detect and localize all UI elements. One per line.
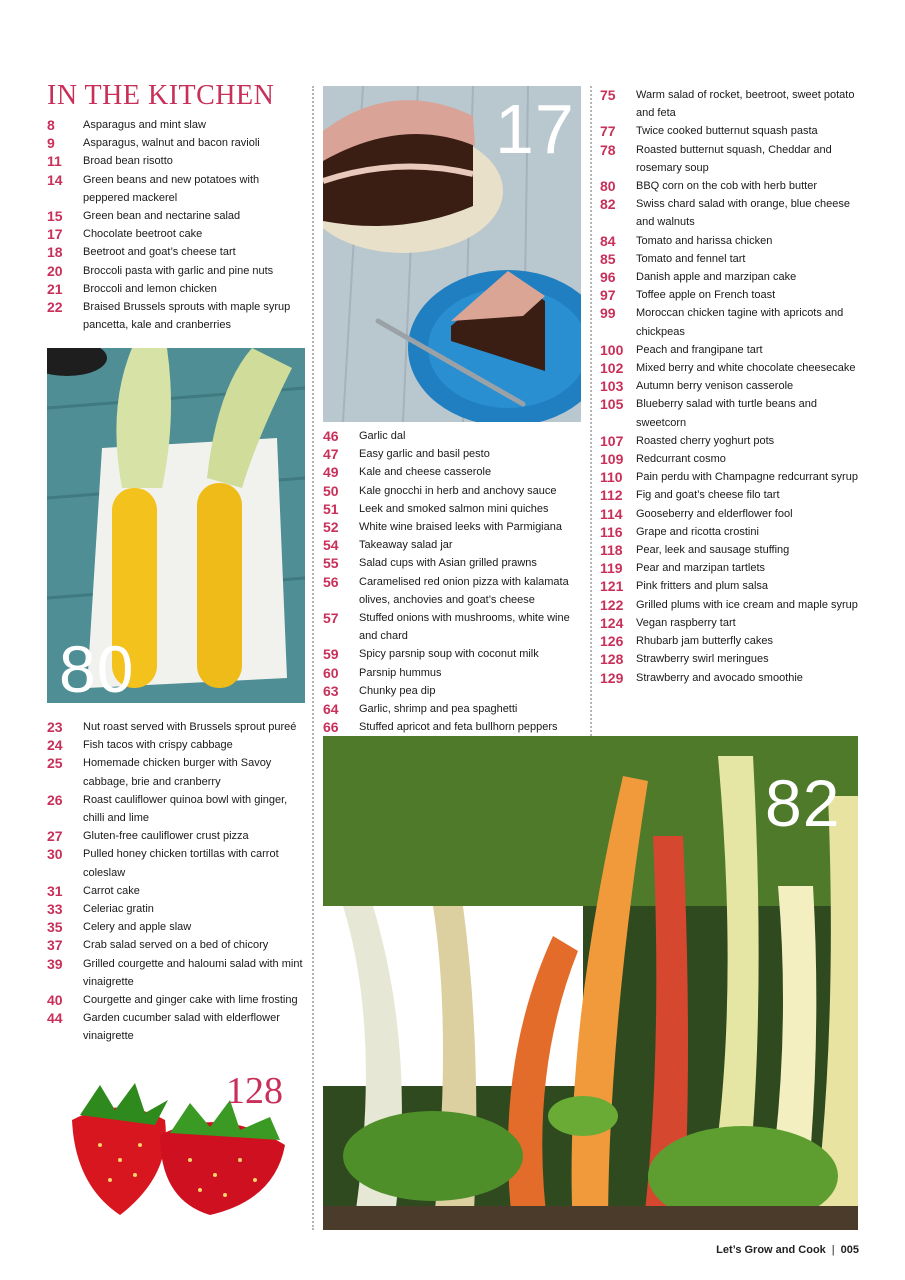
recipe-page-number: 44 — [47, 1010, 63, 1027]
recipe-title: Grape and ricotta crostini — [636, 525, 759, 538]
recipe-entry — [600, 250, 862, 268]
recipe-entry — [47, 991, 303, 1009]
recipe-page-number: 52 — [323, 519, 339, 536]
recipe-title: Green bean and nectarine salad — [83, 210, 241, 223]
recipe-title: Asparagus, walnut and bacon ravioli — [83, 137, 260, 150]
recipe-entry — [47, 736, 303, 754]
recipe-page-number: 57 — [323, 610, 339, 627]
recipe-page-number: 119 — [600, 560, 623, 577]
recipe-page-number: 31 — [47, 882, 63, 899]
recipe-page-number: 126 — [600, 633, 624, 650]
recipe-page-number: 50 — [323, 482, 339, 499]
recipe-title: Celeriac gratin — [83, 903, 154, 916]
recipe-entry — [600, 377, 862, 395]
recipe-title: Garlic, shrimp and pea spaghetti — [359, 703, 518, 716]
recipe-page-number: 40 — [47, 992, 63, 1009]
recipe-page-number: 129 — [600, 669, 624, 686]
recipe-entry — [323, 482, 579, 500]
recipe-title: Nut roast served with Brussels sprout pureé — [83, 721, 297, 733]
recipe-page-number: 124 — [600, 614, 624, 631]
recipe-title: Strawberry and avocado smoothie — [636, 671, 803, 684]
recipe-title: Fish tacos with crispy cabbage — [83, 739, 233, 752]
recipe-entry — [47, 298, 299, 334]
recipe-title: Pear, leek and sausage stuffing — [636, 544, 790, 557]
recipe-title: Broccoli and lemon chicken — [83, 282, 217, 295]
recipe-title: Grilled courgette and haloumi salad with mint vinaigrette — [83, 957, 303, 988]
recipe-entry — [323, 664, 579, 682]
recipe-page-number: 99 — [600, 305, 616, 322]
recipe-entry — [323, 645, 579, 663]
corn-photo — [47, 348, 305, 703]
recipe-page-number: 35 — [47, 919, 63, 936]
recipe-entry — [600, 232, 862, 250]
recipe-page-number: 110 — [600, 469, 623, 486]
recipe-entry — [323, 536, 579, 554]
recipe-page-number: 85 — [600, 250, 616, 267]
section-title: IN THE KITCHEN — [47, 80, 275, 111]
recipe-entry — [600, 541, 862, 559]
recipe-title: Broccoli pasta with garlic and pine nuts — [83, 264, 274, 277]
recipe-title: Broad bean risotto — [83, 155, 173, 168]
footer-page-number: 005 — [840, 1244, 859, 1256]
recipe-page-number: 25 — [47, 755, 63, 772]
recipe-page-number: 17 — [47, 226, 63, 243]
recipe-page-number: 66 — [323, 719, 339, 736]
recipe-entry — [47, 936, 303, 954]
cake-photo — [323, 86, 581, 422]
recipe-page-number: 14 — [47, 171, 63, 188]
recipe-page-number: 103 — [600, 378, 624, 395]
recipe-list-col1-bottom — [47, 718, 303, 1046]
recipe-entry — [47, 116, 299, 134]
recipe-page-number: 63 — [323, 682, 339, 699]
recipe-entry — [323, 554, 579, 572]
recipe-entry — [600, 86, 862, 122]
recipe-title: Carrot cake — [83, 884, 140, 897]
recipe-entry — [600, 559, 862, 577]
recipe-page-number: 20 — [47, 262, 63, 279]
recipe-page-number: 26 — [47, 791, 63, 808]
recipe-page-number: 114 — [600, 505, 623, 522]
recipe-entry — [600, 632, 862, 650]
recipe-entry — [600, 450, 862, 468]
recipe-entry — [47, 882, 303, 900]
recipe-title: Garden cucumber salad with elderflower vinaigrette — [83, 1012, 280, 1043]
recipe-page-number: 116 — [600, 523, 623, 540]
recipe-entry — [47, 243, 299, 261]
recipe-page-number: 102 — [600, 360, 624, 377]
recipe-entry — [600, 596, 862, 614]
recipe-title: Green beans and new potatoes with peppered mackerel — [83, 173, 260, 204]
recipe-title: Grilled plums with ice cream and maple syrup — [636, 598, 858, 611]
recipe-entry — [323, 463, 579, 481]
page-footer — [716, 1244, 859, 1256]
recipe-page-number: 27 — [47, 828, 63, 845]
strawberry-page-number: 128 — [226, 1070, 283, 1112]
chard-photo — [323, 736, 858, 1230]
recipe-title: Braised Brussels sprouts with maple syrup pancetta, kale and cranberries — [83, 301, 291, 332]
recipe-page-number: 122 — [600, 596, 624, 613]
recipe-title: Leek and smoked salmon mini quiches — [359, 502, 549, 515]
recipe-page-number: 121 — [600, 578, 624, 595]
recipe-page-number: 55 — [323, 555, 339, 572]
recipe-page-number: 47 — [323, 446, 339, 463]
recipe-entry — [323, 518, 579, 536]
footer-publication: Let’s Grow and Cook — [716, 1244, 826, 1256]
recipe-page-number: 33 — [47, 901, 63, 918]
recipe-page-number: 109 — [600, 451, 624, 468]
recipe-entry — [600, 669, 862, 687]
recipe-entry — [47, 918, 303, 936]
recipe-title: Danish apple and marzipan cake — [636, 271, 797, 284]
recipe-page-number: 59 — [323, 646, 339, 663]
recipe-title: Moroccan chicken tagine with apricots and chickpeas — [636, 307, 844, 338]
footer-separator: | — [831, 1244, 835, 1256]
recipe-entry — [600, 286, 862, 304]
recipe-page-number: 96 — [600, 269, 616, 286]
recipe-page-number: 56 — [323, 573, 339, 590]
recipe-page-number: 82 — [600, 196, 616, 213]
recipe-title: Mixed berry and white chocolate cheesecake — [636, 362, 856, 375]
recipe-page-number: 75 — [600, 87, 616, 103]
recipe-page-number: 84 — [600, 232, 616, 249]
recipe-title: Takeaway salad jar — [359, 539, 453, 552]
recipe-entry — [600, 577, 862, 595]
recipe-title: Stuffed onions with mushrooms, white wine and chard — [359, 612, 570, 643]
recipe-title: Crab salad served on a bed of chicory — [83, 939, 269, 952]
recipe-title: Chunky pea dip — [359, 684, 436, 697]
recipe-title: Pink fritters and plum salsa — [636, 580, 769, 593]
recipe-entry — [47, 152, 299, 170]
recipe-title: Toffee apple on French toast — [636, 289, 776, 302]
recipe-entry — [600, 359, 862, 377]
recipe-entry — [47, 791, 303, 827]
recipe-page-number: 49 — [323, 464, 339, 481]
recipe-entry — [323, 500, 579, 518]
recipe-title: Pulled honey chicken tortillas with carrot coleslaw — [83, 848, 279, 879]
recipe-page-number: 9 — [47, 135, 55, 152]
recipe-entry — [47, 754, 303, 790]
recipe-title: Roast cauliflower quinoa bowl with ginger, chilli and lime — [83, 793, 288, 825]
recipe-title: Swiss chard salad with orange, blue cheese and walnuts — [636, 198, 851, 229]
recipe-entry — [47, 827, 303, 845]
recipe-entry — [600, 614, 862, 632]
recipe-title: Tomato and harissa chicken — [636, 234, 773, 247]
recipe-entry — [600, 122, 862, 140]
recipe-title: Autumn berry venison casserole — [636, 380, 794, 393]
recipe-title: Vegan raspberry tart — [636, 616, 736, 629]
recipe-title: Courgette and ginger cake with lime frosting — [83, 994, 298, 1007]
recipe-page-number: 37 — [47, 937, 63, 954]
cake-page-number: 17 — [495, 90, 575, 168]
recipe-entry — [323, 573, 579, 609]
recipe-title: Warm salad of rocket, beetroot, sweet potato and feta — [636, 89, 855, 120]
recipe-entry — [600, 395, 862, 431]
recipe-title: Tomato and fennel tart — [636, 252, 746, 265]
recipe-entry — [47, 280, 299, 298]
recipe-page-number: 107 — [600, 432, 624, 449]
recipe-title: Stuffed apricot and feta bullhorn peppers — [359, 721, 558, 734]
recipe-entry — [600, 304, 862, 340]
recipe-page-number: 60 — [323, 664, 339, 681]
recipe-title: Easy garlic and basil pesto — [359, 448, 490, 461]
recipe-title: Redcurrant cosmo — [636, 453, 726, 466]
recipe-title: Blueberry salad with turtle beans and sweetcorn — [636, 398, 817, 429]
recipe-entry — [47, 1009, 303, 1045]
recipe-title: Kale gnocchi in herb and anchovy sauce — [359, 484, 557, 497]
column-divider-right — [590, 86, 592, 736]
recipe-page-number: 54 — [323, 537, 339, 554]
recipe-page-number: 23 — [47, 719, 63, 735]
corn-page-number: 80 — [59, 632, 135, 703]
recipe-page-number: 15 — [47, 208, 63, 225]
recipe-page-number: 39 — [47, 955, 63, 972]
recipe-page-number: 128 — [600, 651, 624, 668]
recipe-entry — [47, 225, 299, 243]
recipe-title: BBQ corn on the cob with herb butter — [636, 180, 817, 193]
recipe-page-number: 18 — [47, 244, 63, 261]
recipe-page-number: 78 — [600, 141, 616, 158]
recipe-entry — [600, 505, 862, 523]
chard-page-number: 82 — [765, 766, 841, 840]
recipe-entry — [600, 341, 862, 359]
recipe-entry — [323, 427, 579, 445]
recipe-title: Celery and apple slaw — [83, 921, 192, 934]
recipe-list-col1-top — [47, 116, 299, 334]
recipe-page-number: 64 — [323, 701, 339, 718]
recipe-title: Kale and cheese casserole — [359, 466, 492, 479]
recipe-page-number: 105 — [600, 396, 624, 413]
recipe-title: Fig and goat’s cheese filo tart — [636, 489, 780, 502]
recipe-entry — [323, 609, 579, 645]
recipe-title: Twice cooked butternut squash pasta — [636, 125, 818, 138]
recipe-page-number: 97 — [600, 287, 616, 304]
recipe-list-col3 — [600, 86, 862, 687]
recipe-title: Caramelised red onion pizza with kalamata olives, anchovies and goat’s cheese — [359, 575, 569, 606]
recipe-entry — [323, 700, 579, 718]
recipe-entry — [600, 486, 862, 504]
recipe-entry — [47, 718, 303, 736]
recipe-entry — [323, 682, 579, 700]
recipe-entry — [47, 900, 303, 918]
recipe-title: Asparagus and mint slaw — [83, 119, 206, 131]
column-divider-left — [312, 86, 314, 1230]
recipe-title: Homemade chicken burger with Savoy cabbage, brie and cranberry — [83, 757, 272, 788]
recipe-title: Salad cups with Asian grilled prawns — [359, 557, 537, 570]
recipe-page-number: 8 — [47, 117, 55, 133]
recipe-page-number: 22 — [47, 299, 63, 316]
recipe-title: Spicy parsnip soup with coconut milk — [359, 648, 539, 661]
recipe-entry — [600, 523, 862, 541]
recipe-title: Pear and marzipan tartlets — [636, 562, 766, 575]
recipe-entry — [47, 207, 299, 225]
recipe-entry — [47, 171, 299, 207]
recipe-page-number: 112 — [600, 487, 623, 504]
recipe-entry — [47, 134, 299, 152]
recipe-entry — [600, 432, 862, 450]
recipe-title: Roasted cherry yoghurt pots — [636, 434, 775, 447]
recipe-title: Chocolate beetroot cake — [83, 228, 203, 241]
recipe-page-number: 80 — [600, 178, 616, 195]
recipe-page-number: 100 — [600, 341, 624, 358]
recipe-title: Parsnip hummus — [359, 666, 442, 679]
recipe-title: Pain perdu with Champagne redcurrant syrup — [636, 471, 858, 484]
recipe-entry — [323, 445, 579, 463]
recipe-entry — [600, 195, 862, 231]
recipe-entry — [600, 268, 862, 286]
recipe-page-number: 51 — [323, 500, 339, 517]
recipe-entry — [47, 262, 299, 280]
recipe-entry — [600, 468, 862, 486]
recipe-entry — [600, 177, 862, 195]
recipe-title: White wine braised leeks with Parmigiana — [359, 521, 562, 534]
recipe-title: Beetroot and goat’s cheese tart — [83, 246, 236, 259]
recipe-page-number: 46 — [323, 428, 339, 444]
recipe-title: Rhubarb jam butterfly cakes — [636, 635, 773, 648]
recipe-page-number: 118 — [600, 542, 623, 559]
recipe-title: Peach and frangipane tart — [636, 343, 763, 356]
recipe-page-number: 11 — [47, 153, 62, 170]
recipe-title: Strawberry swirl meringues — [636, 653, 769, 666]
recipe-title: Gluten-free cauliflower crust pizza — [83, 830, 249, 843]
recipe-page-number: 24 — [47, 737, 63, 754]
recipe-title: Gooseberry and elderflower fool — [636, 507, 793, 520]
recipe-entry — [47, 955, 303, 991]
recipe-entry — [600, 141, 862, 177]
recipe-entry — [47, 845, 303, 881]
recipe-title: Garlic dal — [359, 430, 406, 442]
recipe-page-number: 30 — [47, 846, 63, 863]
recipe-page-number: 77 — [600, 123, 616, 140]
recipe-page-number: 21 — [47, 280, 63, 297]
recipe-entry — [600, 650, 862, 668]
recipe-title: Roasted butternut squash, Cheddar and rosemary soup — [636, 143, 832, 174]
